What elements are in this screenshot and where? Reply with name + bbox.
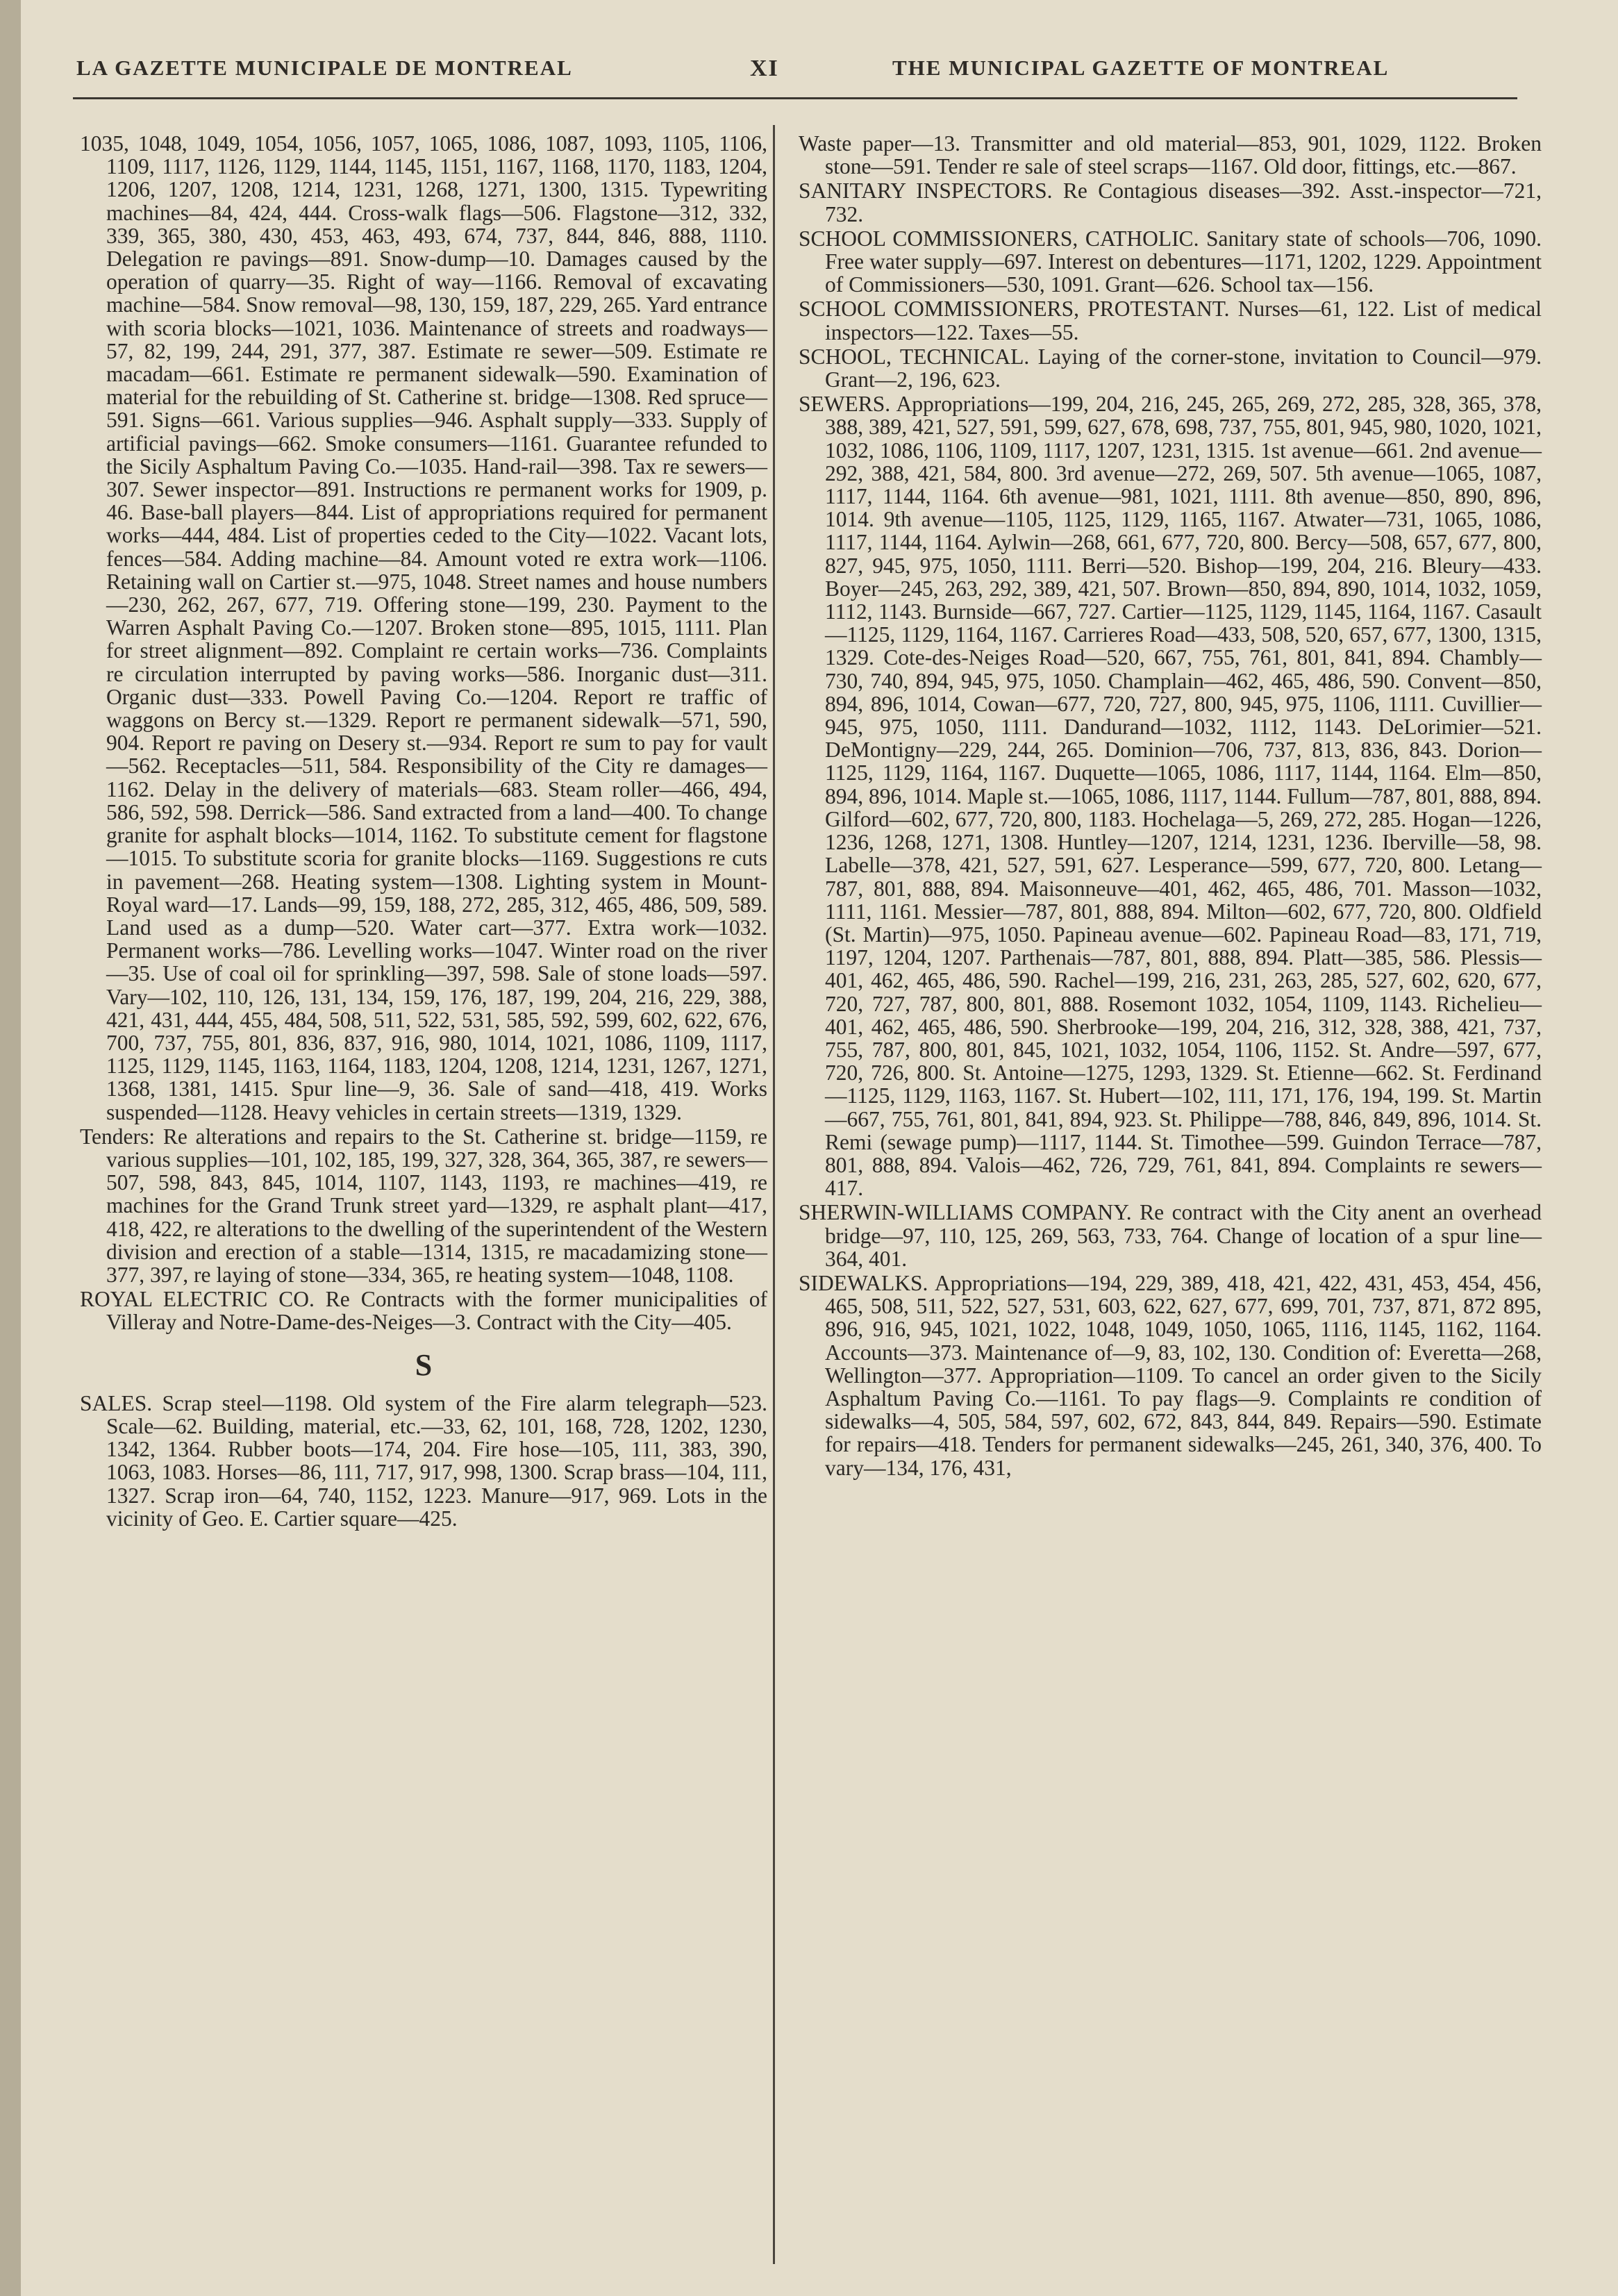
header-rule [73, 97, 1517, 99]
index-entry-misc-streets: 1035, 1048, 1049, 1054, 1056, 1057, 1065, 1086, 1087, 1093, 1105, 1106, 1109, 1117, 1126, 1129, 1144, 1145, 1151, 1167, 1168, 1170, 1183, 1204, 1206, 1207, 1208, 1214, 1231, 1268, 1271, 1300, 1315. Typewriting machines—84, 424, 444. Cross-walk flags—506. Flagstone—312, 332, 339, 365, 380, 430, 453, 463, 493, 674, 737, 844, 846, 888, 1110. Delegation re pavings—891. Snow-dump—10. Damages caused by the operation of quarry—35. Right of way—1166. Removal of excavating machine—584. Snow removal—98, 130, 159, 187, 229, 265. Yard entrance with scoria blocks—1021, 1036. Maintenance of streets and roadways—57, 82, 199, 244, 291, 377, 387. Estimate re sewer—509. Estimate re macadam—661. Estimate re permanent sidewalk—590. Examination of material for the rebuilding of St. Catherine st. bridge—1308. Red spruce—591. Signs—661. Various supplies—946. Asphalt supply—333. Supply of artificial pavings—662. Smoke consumers—1161. Guarantee refunded to the Sicily Asphaltum Paving Co.—1035. Hand-rail—398. Tax re sewers—307. Sewer inspector—891. Instructions re permanent works for 1909, p. 46. Base-ball players—844. List of appropriations required for permanent works—444, 484. List of properties ceded to the City—1022. Vacant lots, fences—584. Adding machine—84. Amount voted re extra work—1106. Retaining wall on Cartier st.—975, 1048. Street names and house numbers—230, 262, 267, 677, 719. Offering stone—199, 230. Payment to the Warren Asphalt Paving Co.—1207. Broken stone—895, 1015, 1111. Plan for street alignment—892. Complaint re certain works—736. Complaints re circulation interrupted by paving works—586. Inorganic dust—311. Organic dust—333. Powell Paving Co.—1204. Report re traffic of waggons on Bercy st.—1329. Report re permanent sidewalk—571, 590, 904. Report re paving on Desery st.—934. Report re sum to pay for vault—562. Receptacles—511, 584. Responsibility of the City re damages—1162. Delay in the delivery of materials—683. Steam roller—466, 494, 586, 592, 598. Derrick—586. Sand extracted from a land—400. To change granite for asphalt blocks—1014, 1162. To substitute cement for flagstone—1015. To substitute scoria for granite blocks—1169. Suggestions re cuts in pavement—268. Heating system—1308. Lighting system in Mount-Royal ward—17. Lands—99, 159, 188, 272, 285, 312, 465, 486, 509, 589. Land used as a dump—520. Water cart—377. Extra work—1032. Permanent works—786. Levelling works—1047. Winter road on the river—35. Use of coal oil for sprinkling—397, 598. Sale of stone loads—597. Vary—102, 110, 126, 131, 134, 159, 176, 187, 199, 204, 216, 229, 388, 421, 431, 444, 455, 484, 508, 511, 522, 531, 585, 592, 599, 602, 622, 676, 700, 737, 755, 801, 836, 837, 916, 980, 1014, 1021, 1086, 1109, 1117, 1125, 1129, 1145, 1163, 1164, 1183, 1204, 1208, 1214, 1231, 1267, 1271, 1368, 1381, 1415. Spur line—9, 36. Sale of sand—418, 419. Works suspended—1128. Heavy vehicles in certain streets—1319, 1329. [80, 131, 767, 1124]
index-entry-sewers: SEWERS. Appropriations—199, 204, 216, 245, 265, 269, 272, 285, 328, 365, 378, 388, 389, 421, 527, 591, 599, 627, 678, 698, 737, 755, 801, 945, 980, 1020, 1021, 1032, 1086, 1106, 1109, 1117, 1207, 1231, 1315. 1st avenue—661. 2nd avenue—292, 388, 421, 584, 800. 3rd avenue—272, 269, 507. 5th avenue—1065, 1087, 1117, 1144, 1164. 6th avenue—981, 1021, 1111. 8th avenue—850, 890, 896, 1014. 9th avenue—1105, 1125, 1129, 1165, 1167. Atwater—731, 1065, 1086, 1117, 1144, 1164. Aylwin—268, 661, 677, 720, 800. Bercy—508, 657, 677, 800, 827, 945, 975, 1050, 1111. Berri—520. Bishop—199, 204, 216. Bleury—433. Boyer—245, 263, 292, 389, 421, 507. Brown—850, 894, 890, 1014, 1032, 1059, 1112, 1143. Burnside—667, 727. Cartier—1125, 1129, 1145, 1164, 1167. Casault—1125, 1129, 1164, 1167. Carrieres Road—433, 508, 520, 657, 677, 1300, 1315, 1329. Cote-des-Neiges Road—520, 667, 755, 761, 801, 841, 894. Chambly—730, 740, 894, 945, 975, 1050. Champlain—462, 465, 486, 590. Convent—850, 894, 896, 1014, Cowan—677, 720, 727, 800, 945, 975, 1106, 1111. Cuvillier—945, 975, 1050, 1111. Dandurand—1032, 1112, 1143. DeLorimier—521. DeMontigny—229, 244, 265. Dominion—706, 737, 813, 836, 843. Dorion—1125, 1129, 1164, 1167. Duquette—1065, 1086, 1117, 1144, 1164. Elm—850, 894, 896, 1014. Maple st.—1065, 1086, 1117, 1144. Fullum—787, 801, 888, 894. Gilford—602, 677, 720, 800, 1183. Hochelaga—5, 269, 272, 285. Hogan—1226, 1236, 1268, 1271, 1308. Huntley—1207, 1214, 1231, 1236. Iberville—58, 98. Labelle—378, 421, 527, 591, 627. Lesperance—599, 677, 720, 800. Letang—787, 801, 888, 894. Maisonneuve—401, 462, 465, 486, 701. Masson—1032, 1111, 1161. Messier—787, 801, 888, 894. Milton—602, 677, 720, 800. Oldfield (St. Martin)—975, 1050. Papineau avenue—602. Papineau Road—83, 171, 719, 1197, 1204, 1207. Parthenais—787, 801, 888, 894. Platt—385, 586. Plessis—401, 462, 465, 486, 590. Rachel—199, 216, 231, 263, 285, 527, 602, 620, 677, 720, 727, 787, 800, 801, 888. Rosemont 1032, 1054, 1109, 1143. Richelieu—401, 462, 465, 486, 590. Sherbrooke—199, 204, 216, 312, 328, 388, 421, 737, 755, 787, 800, 801, 845, 1021, 1032, 1054, 1106, 1152. St. Andre—597, 677, 720, 726, 800. St. Antoine—1275, 1293, 1329. St. Etienne—662. St. Ferdinand—1125, 1129, 1163, 1167. St. Hubert—102, 111, 171, 176, 194, 199. St. Martin—667, 755, 761, 801, 841, 894, 923. St. Philippe—788, 846, 849, 896, 1014. St. Remi (sewage pump)—1117, 1144. St. Timothee—599. Guindon Terrace—787, 801, 888, 894. Valois—462, 726, 729, 761, 841, 894. Complaints re sewers—417. [799, 392, 1542, 1201]
header-left-title: LA GAZETTE MUNICIPALE DE MONTREAL [76, 56, 573, 80]
index-entry-school-technical: SCHOOL, TECHNICAL. Laying of the corner-stone, invitation to Council—979. Grant—2, 196, 623. [799, 344, 1542, 392]
index-entry-sales-continued: Waste paper—13. Transmitter and old material—853, 901, 1029, 1122. Broken stone—591. Tender re sale of steel scraps—1167. Old door, fittings, etc.—867. [799, 131, 1542, 179]
index-entry-school-protestant: SCHOOL COMMISSIONERS, PROTESTANT. Nurses—61, 122. List of medical inspectors—122. Taxes—55. [799, 297, 1542, 344]
right-column [799, 132, 1542, 1479]
index-entry-sanitary-inspectors: SANITARY INSPECTORS. Re Contagious diseases—392. Asst.-inspector—721, 732. [799, 178, 1542, 226]
header-right-title: THE MUNICIPAL GAZETTE OF MONTREAL [892, 56, 1390, 80]
index-entry-school-catholic: SCHOOL COMMISSIONERS, CATHOLIC. Sanitary state of schools—706, 1090. Free water supply—697. Interest on debentures—1171, 1202, 1229. Appointment of Commissioners—530, 1091. Grant—626. School tax—156. [799, 226, 1542, 297]
index-entry-sales: SALES. Scrap steel—1198. Old system of the Fire alarm telegraph—523. Scale—62. Building, material, etc.—33, 62, 101, 168, 728, 1202, 1230, 1342, 1364. Rubber boots—174, 204. Fire hose—105, 111, 383, 390, 1063, 1083. Horses—86, 111, 717, 917, 998, 1300. Scrap brass—104, 111, 1327. Scrap iron—64, 740, 1152, 1223. Manure—917, 969. Lots in the vicinity of Geo. E. Cartier square—425. [80, 1390, 767, 1531]
page-number: XI [750, 56, 779, 81]
page-binding-edge [0, 0, 21, 2296]
left-column [80, 132, 767, 1530]
column-divider [773, 125, 775, 2264]
index-entry-royal-electric: ROYAL ELECTRIC CO. Re Contracts with the former municipalities of Villeray and Notre-Dame-des-Neiges—3. Contract with the City—405. [80, 1287, 767, 1335]
index-entry-tenders: Tenders: Re alterations and repairs to the St. Catherine st. bridge—1159, re various supplies—101, 102, 185, 199, 327, 328, 364, 365, 387, re sewers—507, 598, 843, 845, 1014, 1107, 1143, 1193, re machines—419, re machines for the Grand Trunk street yard—1329, re asphalt plant—417, 418, 422, re alterations to the dwelling of the superintendent of the Western division and erection of a stable—1314, 1315, re macadamizing stone—377, 397, re laying of stone—334, 365, re heating system—1048, 1108. [80, 1124, 767, 1287]
section-letter-s: S [415, 1347, 433, 1382]
index-entry-sherwin-williams: SHERWIN-WILLIAMS COMPANY. Re contract with the City anent an overhead bridge—97, 110, 125, 269, 563, 733, 764. Change of location of a spur line—364, 401. [799, 1200, 1542, 1271]
index-entry-sidewalks: SIDEWALKS. Appropriations—194, 229, 389, 418, 421, 422, 431, 453, 454, 456, 465, 508, 511, 522, 527, 531, 603, 622, 627, 677, 699, 701, 737, 871, 872 895, 896, 916, 945, 1021, 1022, 1048, 1049, 1050, 1065, 1116, 1145, 1162, 1164. Accounts—373. Maintenance of—9, 83, 102, 130. Condition of: Everetta—268, Wellington—377. Appropriation—1109. To cancel an order given to the Sicily Asphaltum Paving Co.—1161. To pay flags—9. Complaints re condition of sidewalks—4, 505, 584, 597, 602, 672, 843, 844, 849. Repairs—590. Estimate for repairs—418. Tenders for permanent sidewalks—245, 261, 340, 376, 400. To vary—134, 176, 431, [799, 1270, 1542, 1480]
